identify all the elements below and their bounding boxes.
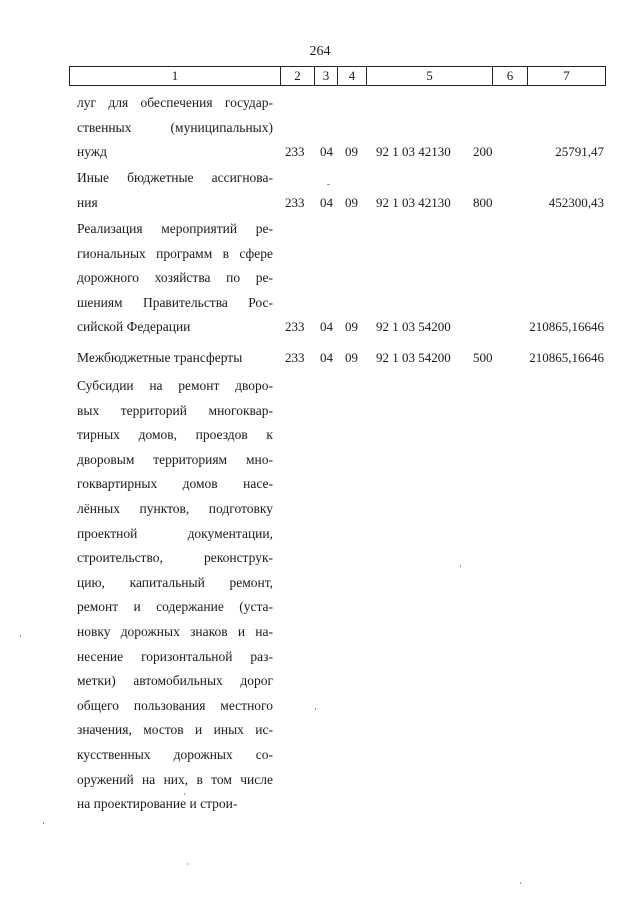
row-cell-c4: 09 (345, 319, 358, 335)
column-header-5: 5 (367, 67, 493, 85)
column-header-row (69, 66, 606, 86)
row-description-line: нужд (77, 144, 107, 160)
row-description-line: новку дорожных знаков и на- (77, 624, 273, 639)
row-description-line: проектной документации, (77, 525, 273, 541)
scan-speck (20, 635, 21, 637)
row-description-line: вых территорий многоквар- (77, 402, 273, 418)
scan-speck (43, 822, 44, 824)
row-description-line: значения, мостов и иных ис- (77, 722, 273, 738)
row-cell-c5: 92 1 03 54200 (376, 350, 451, 365)
row-cell-c5: 92 1 03 42130 (376, 144, 451, 160)
row-description-line: гиональных программ в сфере (77, 245, 273, 261)
row-description-line: шениям Правительства Рос- (77, 294, 273, 310)
scan-speck (327, 184, 330, 185)
column-header-1: 1 (70, 67, 281, 85)
row-description-line: цию, капитальный ремонт, (77, 574, 273, 590)
scan-speck (315, 708, 316, 710)
row-description-line: ственных (муниципальных) (77, 119, 273, 135)
row-cell-c7: 210865,16646 (529, 319, 604, 335)
row-description-line: Межбюджетные трансферты (77, 350, 243, 365)
column-header-7: 7 (563, 68, 570, 83)
row-cell-c4: 09 (345, 350, 358, 365)
row-cell-c7: 210865,16646 (529, 350, 604, 365)
page-number: 264 (309, 44, 331, 59)
row-cell-c3: 04 (320, 194, 333, 210)
row-description-line: несение горизонтальной раз- (77, 648, 273, 664)
row-cell-c3: 04 (320, 350, 333, 365)
row-description-line: строительство, реконструк- (77, 550, 273, 566)
row-cell-c7: 25791,47 (555, 144, 604, 160)
row-description-line: тирных домов, проездов к (77, 427, 273, 443)
column-header-2: 2 (281, 67, 315, 85)
row-description-line: метки) автомобильных дорог (77, 673, 273, 689)
column-header-6: 6 (493, 67, 528, 85)
column-header-4: 4 (338, 67, 367, 85)
scan-speck (460, 565, 461, 567)
column-header-3: 3 (315, 67, 338, 85)
row-cell-c7: 452300,43 (548, 194, 604, 210)
row-cell-c3: 04 (320, 144, 333, 160)
row-description-line: луг для обеспечения государ- (77, 95, 273, 110)
row-description-line: Иные бюджетные ассигнова- (77, 170, 273, 185)
row-description-line: сийской Федерации (77, 319, 191, 335)
row-cell-c4: 09 (345, 194, 358, 210)
row-description-line: лённых пунктов, подготовку (77, 501, 273, 516)
scan-speck (184, 793, 185, 795)
row-description-line: общего пользования местного (77, 697, 273, 713)
row-description-line: ния (77, 194, 98, 210)
row-cell-c2: 233 (285, 144, 305, 160)
row-cell-c5: 92 1 03 42130 (376, 194, 451, 210)
row-cell-c2: 233 (285, 319, 305, 335)
row-description-line: Субсидии на ремонт дворо- (77, 378, 273, 393)
row-cell-c4: 09 (345, 144, 358, 160)
row-description-line: ремонт и содержание (уста- (77, 599, 273, 615)
row-cell-c3: 04 (320, 319, 333, 335)
row-cell-c5: 92 1 03 54200 (376, 319, 451, 335)
row-description-line: кусственных дорожных со- (77, 747, 273, 762)
row-description-line: гоквартирных домов насе- (77, 476, 273, 492)
row-description-line: дорожного хозяйства по ре- (77, 270, 273, 286)
row-cell-c6: 200 (473, 144, 493, 160)
row-description-line: Реализация мероприятий ре- (77, 221, 273, 236)
row-cell-c2: 233 (285, 350, 305, 365)
row-cell-c2: 233 (285, 194, 305, 210)
row-cell-c6: 800 (473, 194, 493, 210)
row-description-line: дворовым территориям мно- (77, 451, 273, 467)
row-description-line: на проектирование и строи- (77, 796, 238, 812)
row-description-line: оружений на них, в том числе (77, 771, 273, 787)
row-cell-c6: 500 (473, 350, 493, 365)
scan-speck (187, 863, 188, 865)
scan-speck (520, 882, 521, 884)
